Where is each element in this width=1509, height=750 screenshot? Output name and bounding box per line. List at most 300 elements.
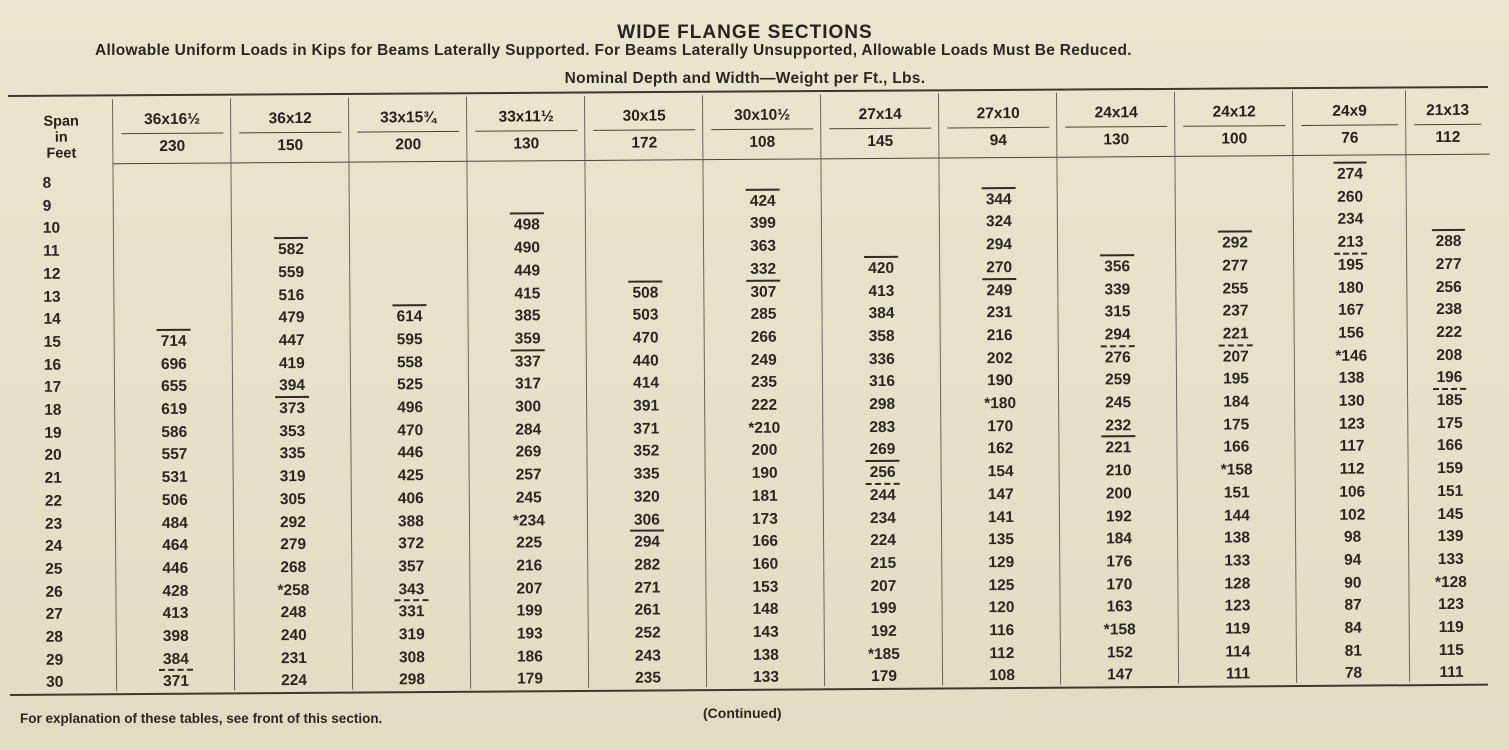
load-table — [10, 90, 1492, 692]
load-value — [352, 578, 470, 601]
load-value — [1295, 368, 1408, 391]
load-value-text: 245 — [1105, 394, 1132, 412]
load-value-text: 336 — [868, 350, 895, 368]
load-value-text: 222 — [751, 396, 778, 414]
load-value-text: 133 — [1224, 552, 1251, 570]
load-value-text: 186 — [516, 647, 543, 666]
load-value — [704, 304, 822, 327]
load-value — [940, 234, 1058, 257]
load-value — [1409, 458, 1492, 481]
subtitle-secondary: Nominal Depth and Width—Weight per Ft., Lbs. — [564, 70, 926, 87]
load-value-text: 425 — [397, 467, 424, 485]
load-value — [1297, 663, 1410, 686]
load-value-text: 207 — [1223, 346, 1249, 368]
load-value — [1295, 345, 1408, 368]
load-value — [115, 398, 233, 421]
load-value — [705, 372, 823, 395]
load-value — [1176, 232, 1294, 255]
load-value-text: *180 — [984, 394, 1017, 413]
load-value — [588, 531, 706, 554]
load-value — [1176, 278, 1294, 301]
load-value-text: 190 — [751, 464, 778, 482]
load-value — [471, 623, 589, 646]
load-value — [941, 415, 1059, 438]
load-value — [1178, 505, 1296, 528]
load-value-text: 424 — [750, 190, 776, 212]
load-value-text: 277 — [1222, 257, 1249, 275]
load-value — [1176, 255, 1294, 278]
load-value — [351, 351, 469, 374]
load-value — [587, 327, 705, 350]
load-value — [1059, 346, 1177, 369]
load-value — [470, 509, 588, 532]
header-divider — [829, 128, 931, 130]
load-value-text: 128 — [1224, 574, 1251, 593]
load-value — [1294, 254, 1407, 277]
load-value — [351, 419, 469, 442]
load-value — [1295, 413, 1408, 436]
load-value — [235, 625, 353, 648]
load-value — [1061, 619, 1179, 642]
load-value — [1409, 594, 1492, 617]
load-value-text: 221 — [1222, 325, 1249, 343]
load-value — [1410, 617, 1493, 640]
span-value: 29 — [45, 651, 64, 669]
load-value-text: 166 — [752, 532, 779, 551]
load-value-text: 384 — [162, 650, 189, 668]
load-value-text: 111 — [1225, 665, 1251, 683]
load-value-text: 292 — [1222, 232, 1248, 254]
load-value-text: *158 — [1103, 621, 1136, 639]
load-value — [706, 553, 824, 576]
load-value — [1179, 618, 1297, 641]
load-value — [116, 557, 234, 580]
load-value — [116, 580, 234, 603]
load-value-text: 215 — [870, 554, 897, 572]
load-value-text: 123 — [1224, 597, 1251, 615]
load-value — [825, 666, 943, 689]
section-column — [1056, 92, 1179, 685]
section-weight: 130 — [1103, 131, 1130, 149]
load-value-text: 256 — [870, 462, 896, 484]
load-value — [1294, 186, 1407, 209]
load-value-text: 470 — [397, 421, 424, 439]
load-value — [352, 488, 470, 511]
load-value — [235, 647, 353, 670]
load-value-text: 133 — [753, 669, 780, 687]
load-value — [115, 353, 233, 376]
load-value-text: 90 — [1344, 574, 1362, 592]
load-value-text: 147 — [1107, 666, 1134, 684]
section-column — [938, 93, 1061, 686]
load-value — [235, 670, 353, 693]
load-value-text: 112 — [1339, 460, 1365, 478]
load-value-text: 166 — [1436, 437, 1463, 455]
load-value-text: 231 — [986, 304, 1013, 322]
load-value-text: 371 — [163, 671, 189, 693]
load-value — [232, 307, 350, 330]
load-value — [940, 256, 1058, 279]
load-value-text: 385 — [514, 307, 541, 325]
load-value-text: 144 — [1223, 506, 1250, 525]
load-value — [587, 350, 705, 373]
span-value: 13 — [43, 288, 61, 306]
load-value — [587, 395, 705, 418]
load-value — [1293, 163, 1406, 186]
load-value-text: 359 — [514, 330, 541, 348]
load-value-text: 558 — [396, 353, 423, 371]
load-value — [1178, 482, 1296, 505]
load-value — [353, 624, 471, 647]
load-value-text: 180 — [1337, 279, 1364, 297]
load-value — [704, 281, 822, 304]
load-value — [469, 351, 587, 374]
load-value-text: 84 — [1344, 619, 1362, 637]
load-value — [1407, 276, 1490, 299]
load-value — [351, 397, 469, 420]
header-divider — [1301, 124, 1398, 126]
load-value-text: 284 — [515, 420, 542, 439]
load-value — [941, 325, 1059, 348]
load-value — [234, 466, 352, 489]
load-value-text: *146 — [1335, 347, 1368, 365]
load-value-text: 153 — [752, 578, 779, 596]
load-value — [586, 282, 704, 305]
load-value-text: 315 — [1104, 303, 1131, 321]
load-value-text: 234 — [1337, 210, 1364, 229]
header-divider — [711, 128, 813, 130]
load-value-text: 413 — [868, 282, 895, 300]
load-value-text: 123 — [1438, 596, 1465, 614]
load-value — [704, 235, 822, 258]
load-value-text: 391 — [633, 397, 660, 415]
load-value — [116, 535, 234, 558]
load-value — [1177, 414, 1295, 437]
load-value — [823, 348, 941, 371]
load-value-text: 129 — [988, 553, 1015, 572]
load-value — [1409, 503, 1492, 526]
load-value-text: 420 — [868, 258, 894, 280]
load-value — [469, 373, 587, 396]
load-value-text: 210 — [1105, 462, 1132, 480]
span-value: 26 — [45, 583, 63, 601]
load-value-text: 282 — [634, 556, 661, 574]
load-value-text: 353 — [279, 422, 306, 440]
load-value-text: 259 — [1104, 371, 1131, 389]
load-value-text: 151 — [1223, 484, 1250, 502]
load-value — [1297, 617, 1410, 640]
section-size: 27x10 — [976, 104, 1020, 123]
load-value — [353, 646, 471, 669]
load-value — [468, 282, 586, 305]
load-value-text: *128 — [1434, 573, 1467, 591]
load-value — [1178, 595, 1296, 618]
section-weight: 145 — [867, 132, 894, 151]
load-value-text: 143 — [752, 623, 779, 641]
load-value — [1177, 346, 1295, 369]
section-weight: 112 — [1435, 128, 1461, 147]
span-value: 8 — [42, 174, 52, 192]
load-value-text: 294 — [986, 236, 1013, 254]
load-value — [1296, 549, 1409, 572]
load-value-text: 446 — [397, 444, 424, 462]
load-value — [117, 603, 235, 626]
load-value-text: 294 — [634, 532, 660, 554]
load-value-text: 87 — [1344, 596, 1362, 614]
load-value — [588, 554, 706, 577]
load-value — [470, 464, 588, 487]
load-value-text: 394 — [279, 377, 305, 395]
load-value — [468, 214, 586, 237]
load-value — [588, 463, 706, 486]
load-value-text: 213 — [1337, 233, 1364, 251]
span-value: 10 — [42, 220, 61, 238]
load-value-text: 207 — [516, 579, 543, 598]
load-value — [587, 372, 705, 395]
load-value — [705, 417, 823, 440]
load-value — [1408, 367, 1491, 390]
load-value — [823, 325, 941, 348]
load-value-text: 490 — [514, 239, 541, 257]
load-value — [706, 485, 824, 508]
load-value — [705, 440, 823, 463]
section-size: 33x11½ — [498, 108, 554, 126]
load-value — [115, 376, 233, 399]
load-value-text: 184 — [1106, 530, 1133, 548]
load-value-text: 252 — [634, 624, 661, 642]
load-value — [824, 507, 942, 530]
load-value-text: 156 — [1338, 324, 1365, 342]
load-value-text: 78 — [1344, 664, 1363, 683]
header-divider — [1414, 124, 1481, 125]
load-value-text: 261 — [634, 601, 661, 619]
section-weight: 130 — [513, 135, 540, 153]
load-value-text: 531 — [161, 468, 188, 487]
load-value — [1061, 642, 1179, 665]
load-value-text: 449 — [514, 262, 541, 280]
load-value-text: 696 — [160, 355, 187, 373]
load-value-text: *185 — [867, 645, 900, 663]
load-value-text: 123 — [1338, 415, 1365, 433]
load-value-text: 179 — [871, 668, 898, 686]
header-bottom-rule — [1175, 155, 1293, 157]
load-value — [706, 576, 824, 599]
load-value-text: 224 — [870, 532, 897, 550]
load-value — [1296, 458, 1409, 481]
span-column — [10, 99, 116, 692]
load-value-text: *258 — [277, 581, 310, 599]
load-value — [115, 421, 233, 444]
section-column — [466, 96, 589, 689]
load-value-text: 138 — [1338, 369, 1365, 388]
load-value — [707, 599, 825, 622]
load-value — [705, 326, 823, 349]
load-value — [1296, 572, 1409, 595]
section-column — [1174, 91, 1297, 684]
section-size: 30x10½ — [734, 106, 791, 124]
load-value-text: 335 — [279, 445, 306, 463]
load-value — [588, 486, 706, 509]
load-value-text: 479 — [278, 309, 305, 327]
load-value — [468, 305, 586, 328]
load-value — [943, 642, 1061, 665]
load-value-text: 268 — [280, 558, 307, 577]
load-value — [352, 556, 470, 579]
header-divider — [239, 132, 341, 134]
load-value-text: 245 — [515, 489, 542, 507]
load-value — [233, 352, 351, 375]
load-value — [351, 374, 469, 397]
load-value — [823, 371, 941, 394]
load-value — [471, 600, 589, 623]
subtitle: Allowable Uniform Loads in Kips for Beams Laterally Supported. For Beams Laterally Unsupported, Allowable Loads Must Be Reduced. — [95, 42, 1132, 59]
load-value-text: 358 — [868, 327, 895, 345]
load-value-text: 208 — [1436, 346, 1463, 364]
section-weight: 150 — [277, 136, 304, 155]
section-weight: 230 — [159, 137, 186, 155]
load-value-text: 248 — [280, 604, 307, 622]
section-size: 36x16½ — [144, 110, 201, 129]
load-value-text: 114 — [1225, 643, 1251, 661]
span-value: 25 — [45, 560, 63, 578]
load-value — [1409, 571, 1492, 594]
load-value-text: 413 — [162, 605, 189, 623]
load-value-text: 503 — [632, 306, 659, 324]
load-value-text: 372 — [398, 535, 425, 553]
load-value — [942, 597, 1060, 620]
load-value — [115, 330, 233, 353]
load-value — [589, 668, 707, 691]
section-weight: 100 — [1221, 130, 1248, 148]
load-value — [116, 467, 234, 490]
load-value — [1060, 505, 1178, 528]
load-value-text: 317 — [515, 375, 541, 393]
load-value — [589, 599, 707, 622]
load-value — [942, 574, 1060, 597]
section-size: 27x14 — [858, 105, 902, 124]
load-value-text: 300 — [515, 398, 542, 416]
load-value-text: 285 — [750, 305, 777, 324]
load-value — [234, 488, 352, 511]
load-value — [825, 643, 943, 666]
load-value — [588, 577, 706, 600]
load-value — [586, 304, 704, 327]
load-value — [1058, 301, 1176, 324]
footer-continued: (Continued) — [703, 705, 782, 721]
load-value-text: 446 — [162, 559, 189, 577]
load-value-text: 145 — [1437, 505, 1464, 523]
load-value-text: 240 — [280, 626, 307, 645]
load-value — [1178, 527, 1296, 550]
load-value — [232, 284, 350, 307]
load-value — [232, 239, 350, 262]
load-value-text: 319 — [279, 468, 306, 486]
load-value-text: 398 — [162, 627, 189, 645]
span-value: 27 — [45, 605, 63, 624]
load-value-text: 357 — [398, 558, 425, 576]
header-bottom-rule — [113, 162, 231, 164]
load-value — [1408, 435, 1491, 458]
span-value: 22 — [44, 492, 63, 510]
load-value-text: 235 — [635, 669, 662, 688]
load-value-text: 192 — [1105, 507, 1132, 525]
load-value-text: 298 — [399, 671, 426, 689]
load-value-text: 162 — [987, 440, 1014, 458]
header-bottom-rule — [585, 159, 703, 161]
load-value-text: 159 — [1437, 459, 1464, 478]
load-value — [116, 512, 234, 535]
load-value-text: 231 — [280, 649, 307, 667]
load-value — [1294, 277, 1407, 300]
load-value-text: 373 — [279, 398, 305, 420]
load-value — [825, 598, 943, 621]
load-value-text: 255 — [1222, 279, 1249, 298]
load-value — [1295, 322, 1408, 345]
load-value — [705, 394, 823, 417]
section-column — [230, 98, 353, 691]
load-value-text: 415 — [514, 284, 541, 302]
load-value-text: 414 — [632, 374, 659, 392]
span-value: 30 — [46, 674, 64, 692]
load-value-text: 135 — [988, 531, 1015, 549]
load-value — [824, 484, 942, 507]
load-value — [1408, 412, 1491, 435]
load-value — [235, 602, 353, 625]
load-value — [1410, 662, 1493, 685]
load-value-text: 506 — [161, 491, 188, 509]
load-value — [824, 462, 942, 485]
load-value-text: 283 — [869, 418, 896, 436]
load-value — [1409, 526, 1492, 549]
load-value — [1295, 436, 1408, 459]
section-weight: 108 — [749, 133, 776, 151]
load-value-text: 279 — [280, 536, 307, 554]
load-value — [707, 644, 825, 667]
load-value-text: 714 — [161, 331, 187, 353]
load-value-text: 307 — [750, 281, 776, 303]
load-value — [234, 534, 352, 557]
section-size: 36x12 — [268, 109, 312, 128]
load-value-text: 138 — [1224, 529, 1251, 547]
load-value — [940, 211, 1058, 234]
load-value-text: 508 — [632, 282, 658, 304]
load-value-text: 294 — [1104, 326, 1131, 344]
span-value: 12 — [43, 265, 61, 283]
section-column — [112, 98, 235, 691]
header-bottom-rule — [939, 157, 1057, 159]
load-value — [352, 533, 470, 556]
load-value-text: 195 — [1338, 254, 1364, 276]
load-value-text: 216 — [986, 326, 1013, 345]
load-value-text: 249 — [986, 280, 1012, 302]
load-value-text: 324 — [985, 213, 1012, 231]
load-value — [1408, 390, 1491, 413]
load-value-text: 363 — [750, 237, 777, 255]
load-value — [706, 462, 824, 485]
span-value: 20 — [44, 447, 62, 465]
load-value-text: 270 — [986, 258, 1013, 276]
load-value — [1295, 390, 1408, 413]
load-value-text: 470 — [632, 329, 659, 347]
load-value — [1297, 640, 1410, 663]
load-value-text: 184 — [1223, 393, 1250, 411]
span-header — [10, 113, 112, 162]
load-value — [942, 461, 1060, 484]
header-divider — [475, 130, 577, 132]
span-header-line: Span — [43, 113, 79, 130]
load-value-text: 559 — [278, 263, 305, 281]
load-value — [822, 303, 940, 326]
